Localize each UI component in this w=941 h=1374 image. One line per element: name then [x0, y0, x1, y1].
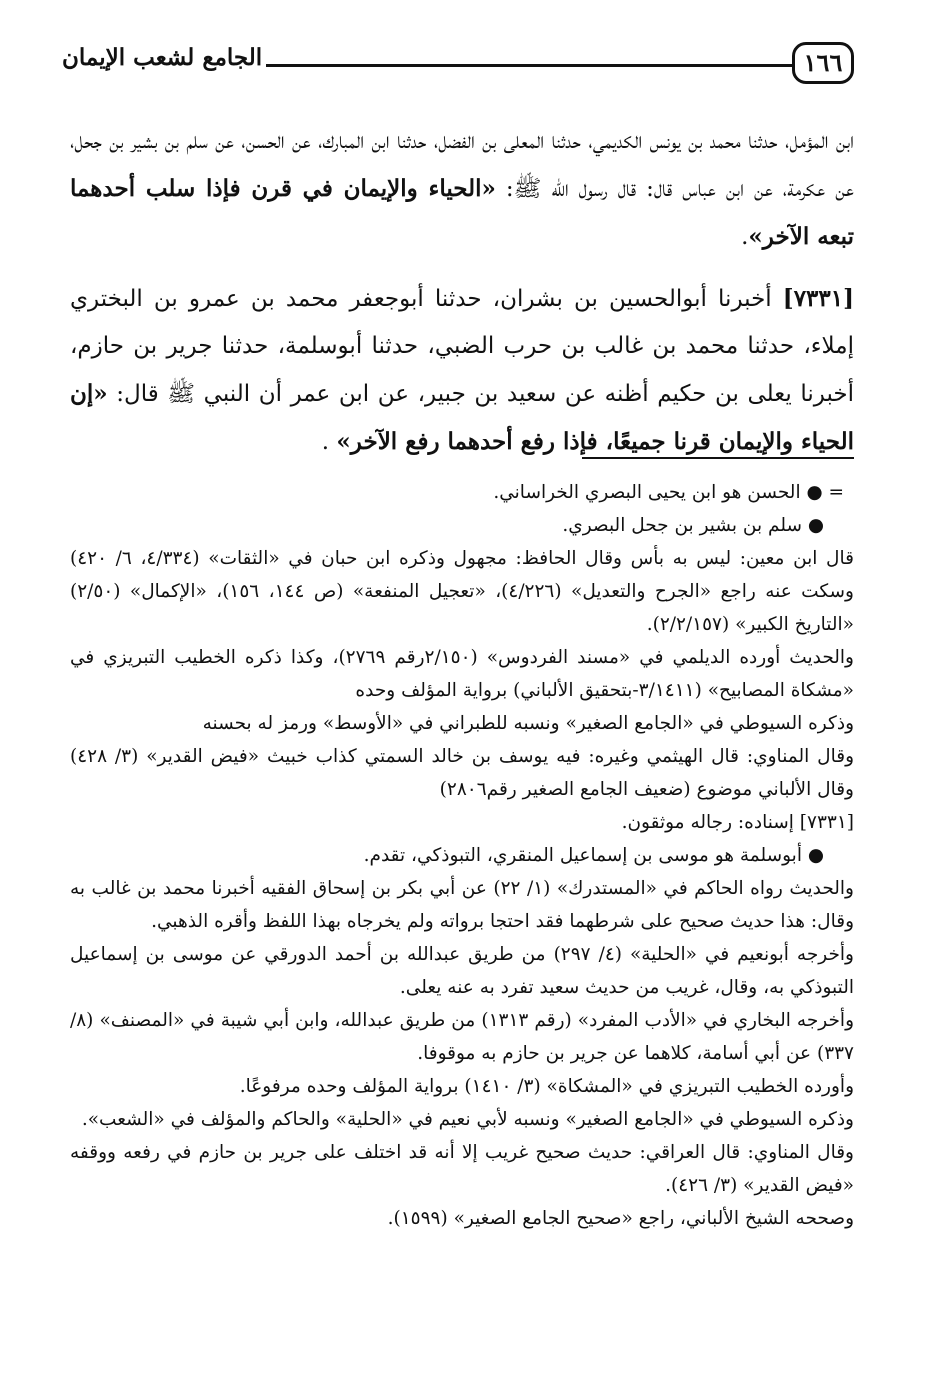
main-text	[70, 118, 854, 480]
footnote-paragraph: والحديث أورده الديلمي في «مسند الفردوس» (٢/١٥٠رقم ٢٧٦٩)، وكذا ذكره الخطيب التبريزي في «مشكاة المصابيح» (٣/١٤١١-بتحقيق الألباني) برواية المؤلف وحده	[70, 647, 854, 701]
footnote-paragraph: وقال المناوي: قال العراقي: حديث صحيح غريب إلا أنه قد اختلف على جرير بن حازم في رفعه ووقفه «فيض القدير» (٣/ ٤٢٦).	[70, 1142, 854, 1196]
footnote-paragraph: وأورده الخطيب التبريزي في «المشكاة» (٣/ ١٤١٠) برواية المؤلف وحده مرفوعًا.	[239, 1076, 854, 1097]
footnote-paragraph: وقال المناوي: قال الهيثمي وغيره: فيه يوسف بن خالد السمتي كذاب خبيث «فيض القدير» (٣/ ٤٢٨) وقال الألباني موضوع (ضعيف الجامع الصغير رقم٢٨٠٦)	[70, 746, 854, 800]
footnote-paragraph: وصححه الشيخ الألباني، راجع «صحيح الجامع الصغير» (١٥٩٩).	[387, 1208, 854, 1229]
footnote-paragraph: والحديث رواه الحاكم في «المستدرك» (١/ ٢٢) عن أبي بكر بن إسحاق الفقيه أخبرنا محمد بن غالب به وقال: هذا حديث صحيح على شرطهما فقد احتجا برواته ولم يخرجاه بهذا اللفظ وأقره الذهبي.	[70, 878, 854, 932]
footnote-paragraph: وأخرجه أبونعيم في «الحلية» (٤/ ٢٩٧) من طريق عبدالله بن أحمد الدورقي عن موسى بن إسماعيل التبوذكي به، وقال، غريب من حديث سعيد تفرد به عنه يعلى.	[70, 944, 854, 998]
footnote-paragraph: [٧٣٣١] إسناده: رجاله موثقون.	[621, 812, 854, 833]
punctuation: .	[321, 429, 337, 455]
hadith-paragraph	[70, 118, 854, 261]
footnote-paragraph: قال ابن معين: ليس به بأس وقال الحافظ: مجهول وذكره ابن حبان في «الثقات» (٤/٣٣٤، ٦/ ٤٢٠) وسكت عنه راجع «الجرح والتعديل» (٤/٢٢٦)، «تعجيل المنفعة» (ص ١٤٤، ١٥٦)، «الإكمال» (٢/٥٠) «التاريخ الكبير» (٢/٢/١٥٧).	[70, 548, 854, 635]
footnotes	[70, 476, 854, 1235]
footnote-paragraph: ● أبوسلمة هو موسى بن إسماعيل المنقري، التبوذكي، تقدم.	[363, 845, 824, 866]
punctuation: .	[741, 224, 749, 250]
footnote-separator	[582, 457, 854, 459]
footnote-paragraph: ● سلم بن بشير بن جحل البصري.	[562, 515, 824, 536]
footnote-paragraph: وأخرجه البخاري في «الأدب المفرد» (رقم ١٣١٣) من طريق عبدالله، وابن أبي شيبة في «المصنف» (٨/ ٣٣٧) عن أبي أسامة، كلاهما عن جرير بن حازم به موقوفا.	[70, 1010, 854, 1064]
hadith-paragraph	[70, 275, 854, 466]
hadith-isnad: أخبرنا أبوالحسين بن بشران، حدثنا أبوجعفر محمد بن عمرو بن البختري إملاء، حدثنا محمد بن غالب بن حرب الضبي، حدثنا أبوسلمة، حدثنا جرير بن حازم، أخبرنا يعلى بن حكيم أظنه عن سعيد بن جبير، عن ابن عمر أن النبي ﷺ قال:	[70, 286, 854, 407]
page-number: ١٦٦	[792, 42, 854, 84]
footnote-paragraph: وذكره السيوطي في «الجامع الصغير» ونسبه لأبي نعيم في «الحلية» والحاكم والمؤلف في «الشعب».	[81, 1109, 854, 1130]
page-header	[62, 38, 854, 96]
hadith-isnad: ابن المؤمل، حدثنا محمد بن يونس الكديمي، حدثنا المعلى بن الفضل، حدثنا ابن المبارك، عن الحسن، عن سلم بن بشير بن جحل، عن عكرمة، عن ابن عباس قال: قال رسول الله ﷺ:	[70, 128, 854, 202]
footnote-paragraph: = ● الحسن هو ابن يحيى البصري الخراساني.	[493, 482, 844, 503]
footnote-paragraph: وذكره السيوطي في «الجامع الصغير» ونسبه للطبراني في «الأوسط» ورمز له بحسنه	[202, 713, 854, 734]
hadith-number: [٧٣٣١]	[782, 285, 854, 312]
book-title: الجامع لشعب الإيمان	[62, 44, 263, 71]
header-rule	[266, 64, 792, 67]
hadith-matn: «إن الحياء والإيمان قرنا جميعًا، فإذا رفع أحدهما رفع الآخر»	[70, 380, 854, 455]
hadith-matn: «الحياء والإيمان في قرن فإذا سلب أحدهما تبعه الآخر»	[70, 175, 854, 250]
